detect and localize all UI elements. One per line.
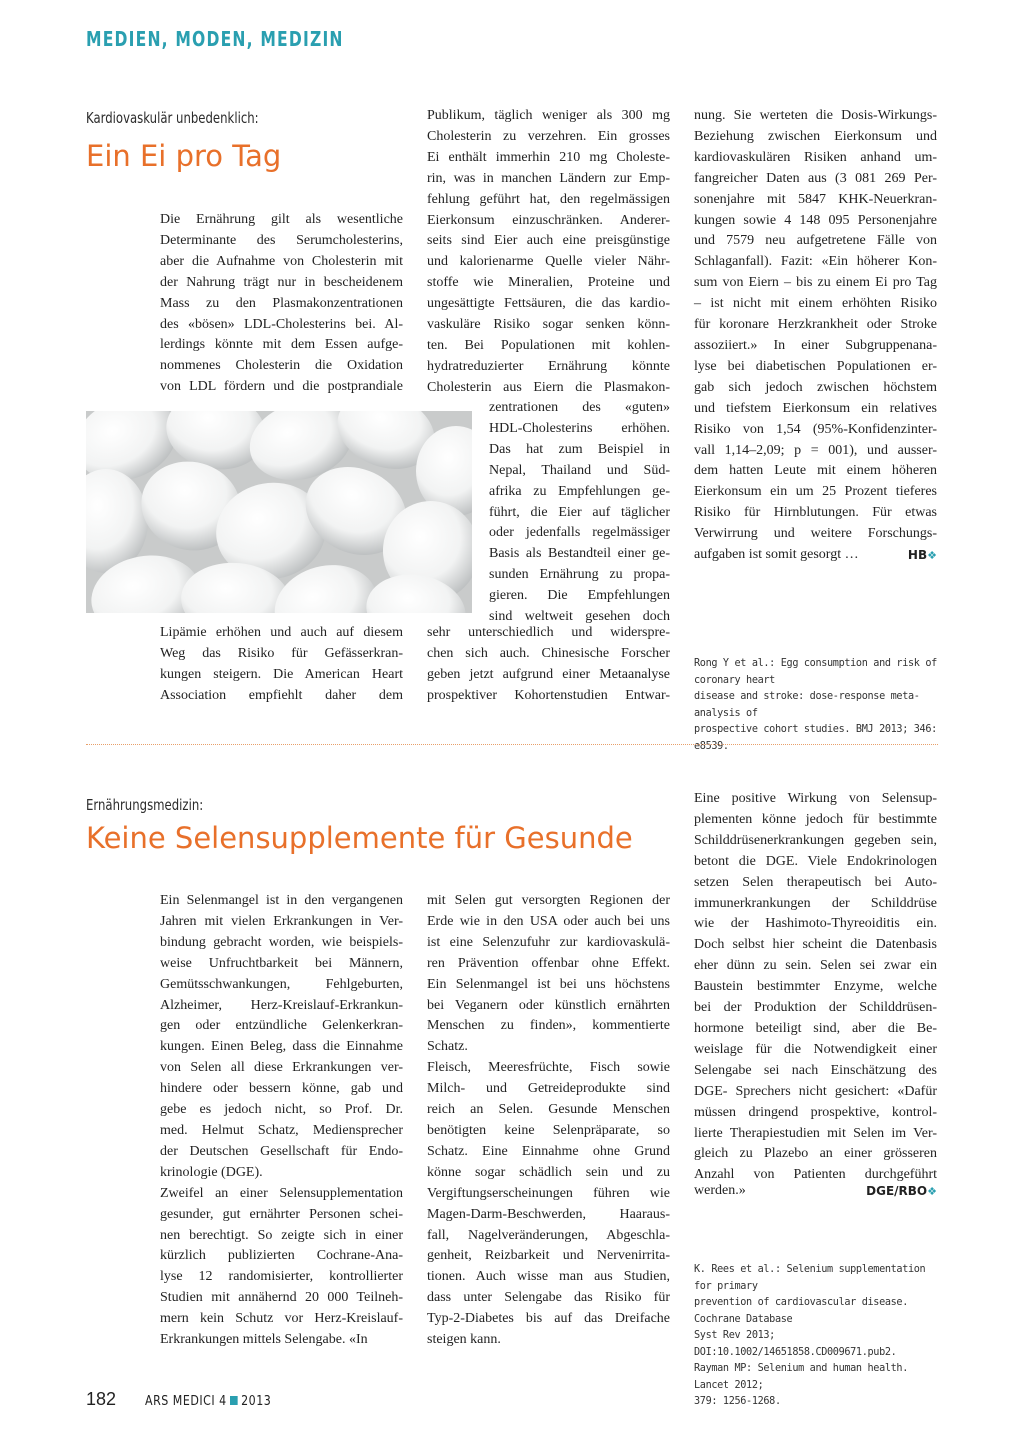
- square-icon: [230, 1396, 238, 1405]
- text-line: gesunder, gut ernährter Personen schei-: [160, 1206, 403, 1222]
- text-line: kungen. Einen Beleg, dass die Einnahme: [160, 1039, 403, 1055]
- reference-line: Rong Y et al.: Egg consumption and risk of coronary heart: [694, 658, 937, 686]
- text-line: Menschen zu finden», kommentierte: [427, 1018, 670, 1034]
- text-line: Zweifel an einer Selensupplementation: [160, 1185, 403, 1201]
- text-line: könne sogar schädlich sein und zu: [427, 1164, 670, 1180]
- text-line: kürzlich publizierten Cochrane-Ana-: [160, 1248, 403, 1264]
- page-number: 182: [86, 1389, 117, 1409]
- article1-headline: Ein Ei pro Tag: [86, 139, 282, 173]
- text-line: DGE- Sprechers nicht gesichert: «Dafür: [694, 1083, 937, 1099]
- text-line: mit Selen gut versorgten Regionen der: [427, 893, 670, 908]
- reference-line: Rayman MP: Selenium and human health. Lancet 2012;: [694, 1363, 908, 1391]
- text-line: steigen kann.: [427, 1332, 501, 1348]
- text-line: Lipämie erhöhen und auch auf diesem: [160, 625, 403, 640]
- article1-reference: [694, 656, 940, 755]
- text-line: von Selen all diese Erkrankungen ver-: [160, 1060, 403, 1076]
- article1-col1-top: [160, 210, 403, 398]
- text-line: Schlaganfall). Fazit: «Ein höherer Kon-: [694, 254, 937, 270]
- text-line: Das hat zum Beispiel in: [489, 441, 670, 457]
- magazine-footer: [145, 1394, 271, 1409]
- text-line: Typ-2-Diabetes bis auf das Dreifache: [427, 1311, 670, 1327]
- text-line: führt, die Eier auf täglicher: [489, 504, 670, 520]
- text-line: der Deutschen Gesellschaft für Endo-: [160, 1143, 403, 1159]
- reference-line: 379: 1256-1268.: [694, 1396, 781, 1407]
- text-line: Ei enthält immerhin 210 mg Choleste-: [427, 149, 670, 165]
- text-line: Fleisch, Meeresfrüchte, Fisch sowie: [427, 1060, 670, 1076]
- text-line: Cholesterin aus Eiern die Plasmakon-: [427, 379, 670, 395]
- text-line: dass unter Selengabe das Risiko für: [427, 1290, 670, 1306]
- text-line: Baustein bestimmter Enzyme, welche: [694, 979, 937, 995]
- article1-kicker: Kardiovaskulär unbedenklich:: [86, 109, 259, 127]
- magazine-name: ARS MEDICI 4: [145, 1394, 227, 1409]
- text-line: lyse bei diabetischen Populationen er-: [694, 358, 937, 374]
- article1-col1-bottom: [160, 623, 403, 707]
- diamond-icon: ❖: [927, 1186, 937, 1198]
- text-line: hydratreduzierter Ernährung könnte: [427, 358, 670, 374]
- text-line: Mass zu den Plasmakonzentrationen: [160, 295, 403, 311]
- reference-line: prospective cohort studies. BMJ 2013; 346: e8539.: [694, 724, 937, 752]
- section-title: MEDIEN, MODEN, MEDIZIN: [86, 27, 344, 51]
- text-line: Alzheimer, Herz-Kreislauf-Erkrankun-: [160, 997, 403, 1013]
- text-line: Schatz.: [427, 1039, 468, 1055]
- text-line: Ein Selenmangel ist in den vergangenen: [160, 893, 403, 908]
- text-line: med. Helmut Schatz, Mediensprecher: [160, 1122, 403, 1138]
- text-line: kungen sowie 4 148 095 Personenjahre: [694, 212, 937, 228]
- text-line: lierte Therapiestudien mit Selen im Ver-: [694, 1125, 937, 1141]
- text-line: lerdings könnte mit dem Essen aufge-: [160, 337, 403, 353]
- text-line: fall, Nagelveränderungen, Abgeschla-: [427, 1227, 670, 1243]
- text-line: und 7579 neu aufgetretene Fälle von: [694, 233, 937, 249]
- text-line: Risiko für Hirnblutungen. Für etwas: [694, 505, 937, 521]
- text-line: nung. Sie werteten die Dosis-Wirkungs-: [694, 108, 937, 123]
- text-line: gieren. Die Empfehlungen: [489, 588, 670, 604]
- text-line: hindere oder bessern könne, gab und: [160, 1081, 403, 1097]
- text-line: nommenes Cholesterin die Oxidation: [160, 358, 403, 374]
- text-line: Gemütsschwankungen, Fehlgeburten,: [160, 976, 403, 992]
- text-line: geben jetzt aufgrund einer Metaanalyse: [427, 666, 670, 682]
- text-line: benötigten keine Selenpräparate, so: [427, 1122, 670, 1138]
- text-line: fangreicher Daten aus (3 081 269 Per-: [694, 170, 937, 186]
- text-line: betont die DGE. Viele Endokrinologen: [694, 853, 937, 869]
- text-line: stoffe wie Mineralien, Proteine und: [427, 275, 670, 291]
- magazine-year: 2013: [241, 1394, 272, 1409]
- text-line: Ein Selenmangel ist bei uns höchstens: [427, 976, 670, 992]
- text-line: seits sind Eier auch eine preisgünstige: [427, 233, 670, 249]
- text-line: Association empfiehlt daher dem: [160, 687, 403, 703]
- text-line: gen oder entzündliche Gelenkerkran-: [160, 1018, 403, 1034]
- text-line: assoziiert.» In einer Subgruppenana-: [694, 337, 937, 353]
- text-line: plementen könne jedoch für bestimmte: [694, 811, 937, 827]
- article2-col2: [427, 891, 670, 1351]
- text-line: Risiko von 1,54 (95%-Konfidenzinter-: [694, 421, 937, 437]
- text-line: Verwirrung und weitere Forschungs-: [694, 526, 937, 542]
- text-line: lyse 12 randomisierter, kontrollierter: [160, 1269, 403, 1285]
- text-line: weise Unfruchtbarkeit bei Männern,: [160, 955, 403, 971]
- text-line: genheit, Reizbarkeit und Nervenirrita-: [427, 1248, 670, 1264]
- text-line: – ist nicht mit einem erhöhten Risiko: [694, 296, 937, 312]
- text-line: von LDL fördern und die postprandiale: [160, 379, 403, 395]
- reference-line: K. Rees et al.: Selenium supplementation for primary: [694, 1264, 926, 1292]
- diamond-icon: ❖: [927, 550, 937, 562]
- text-line: nen berechtigt. So zeigte sich in einer: [160, 1227, 403, 1243]
- text-line: krinologie (DGE).: [160, 1164, 263, 1180]
- article2-col3: [694, 789, 937, 1186]
- text-line: gleich zu Plazebo an einer grösseren: [694, 1146, 937, 1162]
- text-line: sonenjahre mit 5847 KHK-Neuerkran-: [694, 191, 937, 207]
- eggs-photo: [86, 411, 472, 613]
- text-line: Erkrankungen mittels Selengabe. «In: [160, 1332, 368, 1348]
- text-line: Nepal, Thailand und Süd-: [489, 462, 670, 478]
- article1-col3-end: [694, 545, 937, 566]
- article2-reference: [694, 1262, 940, 1411]
- text-line: Studien mit annähernd 20 000 Teilneh-: [160, 1290, 403, 1306]
- article2-col3-end: [694, 1181, 937, 1202]
- reference-line: prevention of cardiovascular disease. Cochrane Database: [694, 1297, 908, 1325]
- text-line: Eine positive Wirkung von Selensup-: [694, 791, 937, 806]
- article1-signature: HB: [907, 548, 928, 562]
- text-line: vaskuläre Risiko sogar senken könn-: [427, 317, 670, 333]
- text-line: Anzahl von Patienten durchgeführt: [694, 1167, 937, 1183]
- text-line: Jahren mit vielen Erkrankungen in Ver-: [160, 913, 403, 929]
- article2-kicker: Ernährungsmedizin:: [86, 796, 204, 814]
- article2-signature: DGE/RBO: [866, 1184, 928, 1198]
- text-line: kungen steigern. Die American Heart: [160, 666, 403, 682]
- text-line: ren Prävention offenbar ohne Effekt.: [427, 955, 670, 971]
- text-line: bei Veganern oder künstlich ernährten: [427, 997, 670, 1013]
- text-line: Selengabe sei nach Einschätzung des: [694, 1062, 937, 1078]
- text-line: wie der Hashimoto-Thyreoiditis ein.: [694, 916, 937, 932]
- text-line: bei der Produktion der Schilddrüsen-: [694, 1000, 937, 1016]
- text-line: Cholesterin zu verzehren. Ein grosses: [427, 128, 670, 144]
- text-line: Vergiftungserscheinungen führen wie: [427, 1185, 670, 1201]
- text-line: Die Ernährung gilt als wesentliche: [160, 212, 403, 227]
- text-line: Beziehung zwischen Eierkonsum und: [694, 128, 937, 144]
- text-line: des «bösen» LDL-Cholesterins bei. Al-: [160, 316, 403, 332]
- article1-col2-narrow: [489, 398, 670, 628]
- text-line: chen sich auch. Chinesische Forscher: [427, 645, 670, 661]
- text-line: setzen Selen therapeutisch bei Auto-: [694, 874, 937, 890]
- text-line: dem hatten Leute mit einem höheren: [694, 463, 937, 479]
- text-line: Magen-Darm-Beschwerden, Haaraus-: [427, 1206, 670, 1222]
- article-divider: [86, 744, 938, 745]
- text-line: und kalorienarme Quelle vieler Nähr-: [427, 254, 670, 270]
- text-line: aber die Aufnahme von Cholesterin mit: [160, 253, 403, 269]
- text-line: zentrationen des «guten»: [489, 400, 670, 415]
- text-line: Milch- und Getreideprodukte sind: [427, 1081, 670, 1097]
- text-line: fehlung geführt hat, den regelmässigen: [427, 191, 670, 207]
- article2-col1: [160, 891, 403, 1351]
- text-line: mern kein Schutz vor Herz-Kreislauf-: [160, 1311, 403, 1327]
- article2-headline: Keine Selensupplemente für Gesunde: [86, 821, 633, 855]
- text-line: weislage für die Notwendigkeit einer: [694, 1041, 937, 1057]
- text-line: immunerkrankungen der Schilddrüse: [694, 895, 937, 911]
- text-line: oder jedenfalls regelmässiger: [489, 525, 670, 541]
- text-line: prospektiver Kohortenstudien Entwar-: [427, 687, 670, 703]
- article1-col2-bottom: [427, 623, 670, 707]
- text-line: Schatz. Eine Einnahme ohne Grund: [427, 1143, 670, 1159]
- article1-col3: [694, 106, 937, 545]
- text-line: und tiefstem Eierkonsum ein relatives: [694, 400, 937, 416]
- text-line: Determinante des Serumcholesterins,: [160, 232, 403, 248]
- text-line: sind weltweit gesehen doch: [489, 609, 670, 625]
- text-line: sunden Ernährung zu propa-: [489, 567, 670, 583]
- text-line: Eierkonsum einzuschränken. Anderer-: [427, 212, 670, 228]
- text-line: Basis als Bestandteil einer ge-: [489, 546, 670, 562]
- text-line: gab sich jedoch zwischen höchstem: [694, 379, 937, 395]
- text-line: rin, was in manchen Ländern zur Emp-: [427, 170, 670, 186]
- text-line: vall 1,14–2,09; p = 001), und ausser-: [694, 442, 937, 458]
- article1-col2-top: [427, 106, 670, 399]
- article2-col3-last: werden.»: [694, 1183, 746, 1198]
- text-line: hormone beteiligt sind, aber die Be-: [694, 1020, 937, 1036]
- text-line: der Nahrung trägt nur in bescheidenem: [160, 274, 403, 290]
- text-line: Doch selbst hier scheint die Datenbasis: [694, 937, 937, 953]
- text-line: ten. Bei Populationen mit kohlen-: [427, 337, 670, 353]
- text-line: Publikum, täglich weniger als 300 mg: [427, 108, 670, 123]
- text-line: kardiovaskulären Risiken anhand um-: [694, 149, 937, 165]
- text-line: müssen dringend prospektive, kontrol-: [694, 1104, 937, 1120]
- text-line: reich an Selen. Gesunde Menschen: [427, 1102, 670, 1118]
- text-line: ungesättigte Fettsäuren, die das kardio-: [427, 296, 670, 312]
- text-line: sehr unterschiedlich und widerspre-: [427, 625, 670, 640]
- text-line: Schilddrüsenerkrankungen gegeben sein,: [694, 832, 937, 848]
- text-line: eher dünn zu sein. Selen sei zwar ein: [694, 958, 937, 974]
- text-line: für koronare Herzkrankheit oder Stroke: [694, 317, 937, 333]
- article1-col3-last: aufgaben ist somit gesorgt …: [694, 547, 859, 562]
- text-line: tionen. Auch wisse man aus Studien,: [427, 1269, 670, 1285]
- text-line: sum von Eiern – bis zu einem Ei pro Tag: [694, 275, 937, 291]
- text-line: afrika zu Empfehlungen ge-: [489, 483, 670, 499]
- text-line: Erde wie in den USA oder auch bei uns: [427, 913, 670, 929]
- text-line: Weg das Risiko für Gefässerkran-: [160, 645, 403, 661]
- reference-line: disease and stroke: dose-response meta-analysis of: [694, 691, 920, 719]
- text-line: Eierkonsum ein um 25 Prozent tieferes: [694, 484, 937, 500]
- text-line: gebe es jedoch nicht, so Prof. Dr.: [160, 1102, 403, 1118]
- text-line: ist eine Selenzufuhr zur kardiovaskulä-: [427, 934, 670, 950]
- text-line: bindung gebracht worden, wie beispiels-: [160, 934, 403, 950]
- reference-line: Syst Rev 2013; DOI:10.1002/14651858.CD009671.pub2.: [694, 1330, 897, 1358]
- text-line: HDL-Cholesterins erhöhen.: [489, 420, 670, 436]
